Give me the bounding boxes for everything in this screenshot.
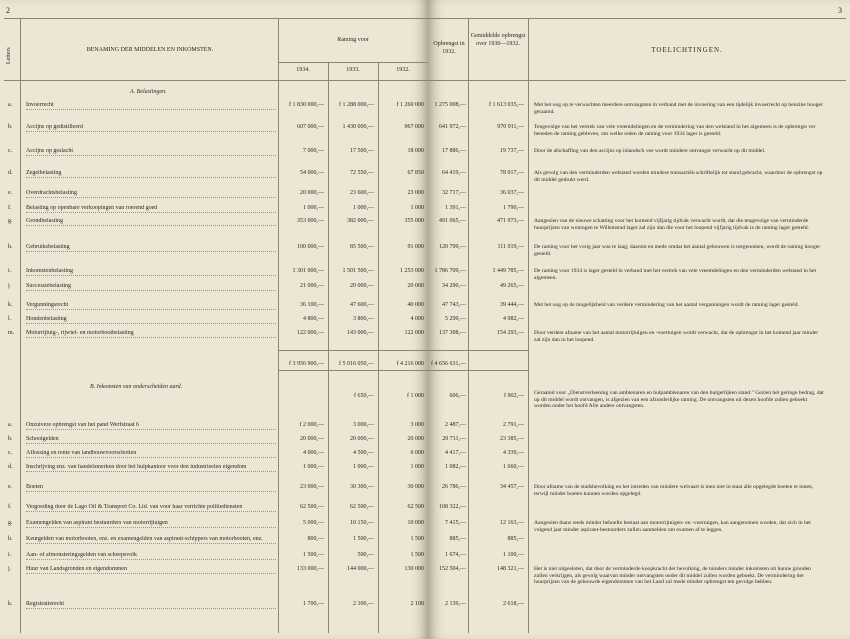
opbrengst-value: 32 717,—	[442, 190, 466, 196]
row-letter: f.	[8, 205, 12, 211]
opbrengst-value: 2 139,—	[445, 601, 466, 607]
row-leader	[26, 177, 276, 178]
row-leader	[26, 309, 276, 310]
value-1933: 1 000,—	[353, 464, 374, 470]
row-name: Accijns op geslacht	[26, 148, 73, 154]
value-1933: 20 000,—	[350, 436, 374, 442]
row-letter: e.	[8, 190, 13, 196]
toelichting-note: De raming voor het vorig jaar was te laag; daarom en mede omdat het aantal gebouwen is toegenomen, wordt de raming hooger gesteld.	[534, 244, 821, 257]
value-1934: 21 000,—	[300, 283, 324, 289]
opbrengst-value: 5 299,—	[445, 316, 466, 322]
value-1934: 122 000,—	[297, 330, 324, 336]
page-number-right: 3	[838, 6, 842, 15]
value-1933: 30 300,—	[350, 484, 374, 490]
opbrengst-value: 64 419,—	[442, 170, 466, 176]
toelichting-note: Het is niet uitgesloten, dat door de verminderde koopkracht der bevolking, de tuinders minder inkomsten uit hunne gronden zullen verkrijgen, als gevolg waarvan minder ontvangsten onder dit middel zullen worden geboekt. De vermindering der huurprijzen van de gebouwde eigendommen van het Land zal mede minder opbrengst ten gevolge hebben.	[534, 566, 811, 586]
page-number-left: 2	[6, 6, 10, 15]
row-leader	[26, 511, 276, 512]
row-leader	[26, 559, 276, 560]
opbrengst-value: 137 308,—	[439, 330, 466, 336]
row-name: Boeten	[26, 484, 43, 490]
gemiddelde-value: 154 293,—	[497, 330, 524, 336]
value-1934: 1 000,—	[303, 464, 324, 470]
value-1934: f 1 830 000,—	[289, 102, 324, 108]
opbrengst-value: 17 886,—	[442, 148, 466, 154]
row-leader	[26, 197, 276, 198]
row-leader	[26, 337, 276, 338]
row-leader	[26, 443, 276, 444]
value-1933: 17 500,—	[350, 148, 374, 154]
opbrengst-value: 108 322,—	[439, 504, 466, 510]
opbrengst-value: 2 487,—	[445, 422, 466, 428]
value-1932: 967 000	[404, 124, 424, 130]
row-name: Successiebelasting	[26, 283, 71, 289]
row-letter: h.	[8, 536, 13, 542]
value-1933: 23 600,—	[350, 190, 374, 196]
gemiddelde-value: 1 660,—	[503, 464, 524, 470]
row-name: Invoerrecht	[26, 102, 54, 108]
value-1934: 607 000,—	[297, 124, 324, 130]
opbrengst-value: 152 504,—	[439, 566, 466, 572]
gemiddelde-value: 34 457,—	[500, 484, 524, 490]
toelichting-note: Met het oog op de mogelijkheid van verdere vermindering van het aantal vergunningen wordt de raming lager gesteld.	[534, 302, 799, 308]
right-page	[428, 0, 850, 639]
toelichting-note: Door verdere afname van het aantal motorrijtuigen en -voertuigen wordt verwacht, dat de opbrengst in het komend jaar minder zal zijn dan in het loopend.	[534, 330, 819, 343]
section-a-title: A. Belastingen.	[130, 89, 167, 95]
opbrengst-value: 4 417,—	[445, 450, 466, 456]
years-rule	[278, 62, 428, 63]
toelichting-note: Door afname van de stadsbevolking en het intreden van mindere welvaart is men niet in staat alle opgelegde boeten te innen, terwijl minder boeten kunnen worden opgelegd.	[534, 484, 814, 497]
value-1932: 355 000	[404, 218, 424, 224]
col-divider-1	[278, 18, 279, 633]
value-1932: 30 000	[407, 484, 424, 490]
row-letter: m.	[8, 330, 15, 336]
row-letter: c.	[8, 148, 13, 154]
row-letter: f.	[8, 504, 12, 510]
value-1932: 23 000	[407, 190, 424, 196]
value-1933: 4 500,—	[353, 450, 374, 456]
row-name: Inschrijving enz. van handelsmerken door het hulpkantoor voor den industrieelen eigendom	[26, 464, 247, 470]
value-1932: 130 000	[404, 566, 424, 572]
row-leader	[26, 155, 276, 156]
value-1934: 54 000,—	[300, 170, 324, 176]
value-1934: 62 500,—	[300, 504, 324, 510]
row-letter: j.	[8, 566, 12, 572]
row-name: Vergunningsrecht	[26, 302, 69, 308]
row-letter: k.	[8, 601, 13, 607]
total-a-rule-bottom	[278, 370, 428, 371]
gemiddelde-value: 2 618,—	[503, 601, 524, 607]
value-1934: 1 500,—	[303, 552, 324, 558]
row-leader	[26, 225, 276, 226]
gemiddelde-value: 23 385,—	[500, 436, 524, 442]
total-a-1933: f 5 016 050,—	[339, 361, 374, 367]
value-1932: 18 000	[407, 148, 424, 154]
value-1933: 143 000,—	[347, 330, 374, 336]
value-1934: 4 000,—	[303, 450, 324, 456]
value-1932: 1 000	[410, 205, 424, 211]
total-a-1932: f 4 216 000	[396, 361, 424, 367]
opbrengst-value: 1 674,—	[445, 552, 466, 558]
value-1934: 1 700,—	[303, 601, 324, 607]
value-1933: 3 000,—	[353, 422, 374, 428]
row-leader	[26, 251, 276, 252]
row-letter: l.	[8, 316, 12, 322]
opbrengst-value: 1 275 008,—	[434, 102, 466, 108]
toelichting-note: Met het oog op te verwachten meerdere ontvangsten in verband met de invoering van een tijdelijk invoerrecht op benzine hooger geraamd.	[534, 102, 823, 115]
row-leader	[26, 608, 276, 609]
row-name: Huur van Landsgronden en eigendommen	[26, 566, 127, 572]
row-leader	[26, 212, 276, 213]
row-name: Schoolgelden	[26, 436, 59, 442]
value-1934: 20 000,—	[300, 190, 324, 196]
toelichting-note: Tengevolge van het vertrek van vele vreemdelingen en de vermindering van den welstand in het algemeen is de opbrengst ver beneden de raming gebleven, om welke reden de raming voor 1934 lager is gesteld.	[534, 124, 816, 137]
opbrengst-value: 20 711,—	[442, 436, 466, 442]
opbrengst-value: 26 786,—	[442, 484, 466, 490]
toelichting-note: Aangezien van de nieuwe schatting voor het komend vijfjarig tijdvak verwacht wordt, dat die tengevolge van verminderde huurprijzen van woningen te Willemstad lager zal zijn dan die voor het loopend vijfjarig tijdvak is de raming lager gesteld.	[534, 218, 809, 231]
value-1934: 133 000,—	[297, 566, 324, 572]
value-1933: 382 000,—	[347, 218, 374, 224]
gemiddelde-value: 111 019,—	[497, 244, 524, 250]
letters-header: Letters	[6, 47, 12, 64]
value-1934: 20 000,—	[300, 436, 324, 442]
toelichtingen-header: TOELICHTINGEN.	[651, 46, 723, 54]
row-leader	[26, 131, 276, 132]
gemiddelde-value: 148 321,—	[497, 566, 524, 572]
row-name: Keurgelden van motorbooten, enz. en examengelden van aspirant-schippers van motorbooten, enz.	[26, 536, 263, 542]
row-letter: d.	[8, 464, 13, 470]
opbrengst-value: 641 972,—	[439, 124, 466, 130]
row-letter: j.	[8, 283, 12, 289]
header-bottom-rule-right	[428, 80, 846, 81]
row-name: Registratierecht	[26, 601, 64, 607]
row-leader	[26, 290, 276, 291]
value-1932: 1 500	[410, 552, 424, 558]
value-1933: f 1 288 000,—	[339, 102, 374, 108]
row-letter: b.	[8, 436, 13, 442]
row-letter: k.	[8, 302, 13, 308]
row-b-head-1932: f 1 000	[407, 393, 424, 399]
right-total-a-opb: f 4 656 631,—	[431, 361, 466, 367]
col-divider-gem	[528, 18, 529, 633]
row-name: Aan- of afmonsteringsgelden van scheepsvolk	[26, 552, 137, 558]
row-letter: d.	[8, 170, 13, 176]
row-letter: b.	[8, 124, 13, 130]
gemiddelde-value: 78 017,—	[500, 170, 524, 176]
row-leader	[26, 471, 276, 472]
right-row-b-head-gem: f 902,—	[504, 393, 524, 399]
value-1934: f 2 000,—	[299, 422, 324, 428]
row-letter: i.	[8, 268, 12, 274]
section-b-title: B. Inkomsten van onderscheiden aard.	[90, 384, 183, 390]
gemiddelde-value: f 1 613 035,—	[489, 102, 524, 108]
letters-divider	[20, 18, 21, 633]
opbrengst-value: 1 391,—	[445, 205, 466, 211]
value-1932: 20 000	[407, 283, 424, 289]
row-leader	[26, 491, 276, 492]
row-letter: e.	[8, 484, 13, 490]
year-1932-header: 1932.	[396, 67, 410, 73]
gemiddelde-value: 12 163,—	[500, 520, 524, 526]
raming-header: Raming voor	[337, 37, 369, 43]
total-a-1934: f 3 956 900,—	[289, 361, 324, 367]
row-letter: a.	[8, 102, 13, 108]
toelichting-note: Door de afschaffing van den accijns op inlandsch vee wordt mindere ontvangst verwacht op dit middel.	[534, 148, 766, 154]
opbrengst-value: 34 290,—	[442, 283, 466, 289]
opbrengst-value: 7 415,—	[445, 520, 466, 526]
value-1933: 500,—	[357, 552, 374, 558]
value-1932: 62 500	[407, 504, 424, 510]
header-top-rule	[4, 18, 428, 19]
gemiddelde-value: 4 339,—	[503, 450, 524, 456]
gemiddelde-value: 19 737,—	[500, 148, 524, 154]
row-name: Onzuivere opbrengst van het pand Werfstraat 6	[26, 422, 140, 428]
value-1934: 353 000,—	[297, 218, 324, 224]
row-name: Grondbelasting	[26, 218, 63, 224]
toelichting-note: De raming voor 1934 is lager gesteld in verband met het vertrek van vele vreemdelingen en den verminderden welstand in het algemeen.	[534, 268, 817, 281]
gemiddelde-value: 1 100,—	[503, 552, 524, 558]
value-1932: 4 000	[410, 316, 424, 322]
value-1933: 144 000,—	[347, 566, 374, 572]
value-1934: 5 000,—	[303, 520, 324, 526]
row-name: Accijns op gedistilleerd	[26, 124, 83, 130]
value-1934: 800,—	[307, 536, 324, 542]
opbrengst-value: 120 799,—	[439, 244, 466, 250]
toelichting-note: Aangezien thans reeds minder behoefte bestaat aan motorrijtuigen- en -voertuigen, kan aangenomen worden, dat zich in het volgend jaar minder aspirant-bestuurders zullen aanmelden om examen af te leggen.	[534, 520, 811, 533]
benaming-header: BENAMING DER MIDDELEN EN INKOMSTEN.	[86, 47, 214, 53]
gemiddelde-value: 36 037,—	[500, 190, 524, 196]
gemiddelde-value: 4 982,—	[503, 316, 524, 322]
value-1932: 67 850	[407, 170, 424, 176]
row-letter: a.	[8, 422, 13, 428]
gemiddelde-value: 39 444,—	[500, 302, 524, 308]
gemiddelde-header: Gemiddelde opbrengst over 1930—1932.	[470, 33, 526, 47]
row-name: Gebruiksbelasting	[26, 244, 70, 250]
row-name: Belasting op openbare verkoopingen van roerend goed	[26, 205, 158, 211]
value-1933: 1 500,—	[353, 536, 374, 542]
value-1932: 6 000	[410, 450, 424, 456]
opbrengst-header: Opbrengst in 1932.	[433, 41, 465, 55]
row-name: Vergoeding door de Lago Oil & Transport Co. Ltd. van voor haar verrichte politiediensten	[26, 504, 243, 510]
row-letter: h.	[8, 244, 13, 250]
row-leader	[26, 573, 276, 574]
gemiddelde-value: 1 449 785,—	[492, 268, 524, 274]
value-1932: 20 000	[407, 436, 424, 442]
year-1934-header: 1934.	[296, 67, 310, 73]
col-divider-3	[378, 62, 379, 633]
row-leader	[26, 429, 276, 430]
value-1934: 100 000,—	[297, 244, 324, 250]
value-1932: f 1 260 000	[396, 102, 424, 108]
gemiddelde-value: 2 791,—	[503, 422, 524, 428]
value-1933: 85 500,—	[350, 244, 374, 250]
toelichting-note: Als gevolg van den verminderden welstand worden mindere transactiën schriftelijk tot stand gebracht, waardoor de opbrengst op dit middel gedrukt werd.	[534, 170, 823, 183]
row-leader	[26, 275, 276, 276]
row-leader	[26, 457, 276, 458]
value-1932: 3 000	[410, 422, 424, 428]
value-1933: 10 150,—	[350, 520, 374, 526]
value-1932: 2 100	[410, 601, 424, 607]
total-a-rule-top	[278, 350, 428, 351]
gemiddelde-value: 1 790,—	[503, 205, 524, 211]
value-1934: 4 800,—	[303, 316, 324, 322]
gemiddelde-value: 471 973,—	[497, 218, 524, 224]
right-total-rule-bottom	[428, 370, 528, 371]
gemiddelde-value: 970 911,—	[497, 124, 524, 130]
value-1934: 23 000,—	[300, 484, 324, 490]
row-leader	[26, 527, 276, 528]
value-1933: 1 501 500,—	[342, 268, 374, 274]
right-row-b-head-opb: 606,—	[449, 393, 466, 399]
row-letter: i.	[8, 552, 12, 558]
row-name: Motorrijtuig-, rijwiel- en motorbootbelasting	[26, 330, 134, 336]
value-1933: 20 000,—	[350, 283, 374, 289]
right-row-b-head-note: Geraamd voor „Dienstverleening van ambtenaren en hulpambtenaren van den burgerlijken stand." Gezien het geringe bedrag, dat op dit middel wordt ontvangen, is afgezien van een afzonderlijke raming. De ontvangsten uit dezen hoofde zullen geboekt worden onder het hoofd Alle andere ontvangsten.	[534, 390, 824, 410]
value-1932: 10 000	[407, 520, 424, 526]
gemiddelde-value: 885,—	[507, 536, 524, 542]
row-name: Hondenbelasting	[26, 316, 67, 322]
value-1932: 1 000	[410, 464, 424, 470]
row-name: Examengelden van aspirant bestuurders van motorrijtuigen	[26, 520, 168, 526]
value-1932: 122 000	[404, 330, 424, 336]
col-divider-opb	[468, 18, 469, 633]
value-1934: 1 000,—	[303, 205, 324, 211]
row-letter: g.	[8, 218, 13, 224]
row-name: Overdrachtsbelasting	[26, 190, 77, 196]
row-letter: g.	[8, 520, 13, 526]
row-name: Inkomstenbelasting	[26, 268, 73, 274]
value-1933: 47 600,—	[350, 302, 374, 308]
row-name: Aflossing en rente van landbouwvoorschotten	[26, 450, 137, 456]
value-1932: 40 000	[407, 302, 424, 308]
value-1934: 7 000,—	[303, 148, 324, 154]
opbrengst-value: 885,—	[449, 536, 466, 542]
value-1932: 1 253 000	[400, 268, 424, 274]
value-1933: 1 430 000,—	[342, 124, 374, 130]
value-1933: 3 800,—	[353, 316, 374, 322]
value-1932: 1 500	[410, 536, 424, 542]
value-1933: 2 100,—	[353, 601, 374, 607]
header-top-rule-right	[428, 18, 846, 19]
row-name: Zegelbelasting	[26, 170, 62, 176]
value-1934: 1 301 000,—	[292, 268, 324, 274]
opbrengst-value: 491 065,—	[439, 218, 466, 224]
year-1933-header: 1933.	[346, 67, 360, 73]
row-leader	[26, 109, 276, 110]
row-leader	[26, 543, 276, 544]
col-divider-2	[328, 62, 329, 633]
row-b-head-1933: f 650,—	[354, 393, 374, 399]
header-bottom-rule	[4, 80, 428, 81]
row-leader	[26, 323, 276, 324]
opbrengst-value: 1 786 709,—	[434, 268, 466, 274]
value-1933: 72 550,—	[350, 170, 374, 176]
value-1932: 91 000	[407, 244, 424, 250]
right-total-rule-top	[428, 350, 528, 351]
gemiddelde-value: 49 265,—	[500, 283, 524, 289]
value-1934: 36 100,—	[300, 302, 324, 308]
value-1933: 1 000,—	[353, 205, 374, 211]
opbrengst-value: 47 743,—	[442, 302, 466, 308]
value-1933: 62 500,—	[350, 504, 374, 510]
opbrengst-value: 1 082,—	[445, 464, 466, 470]
row-letter: c.	[8, 450, 13, 456]
